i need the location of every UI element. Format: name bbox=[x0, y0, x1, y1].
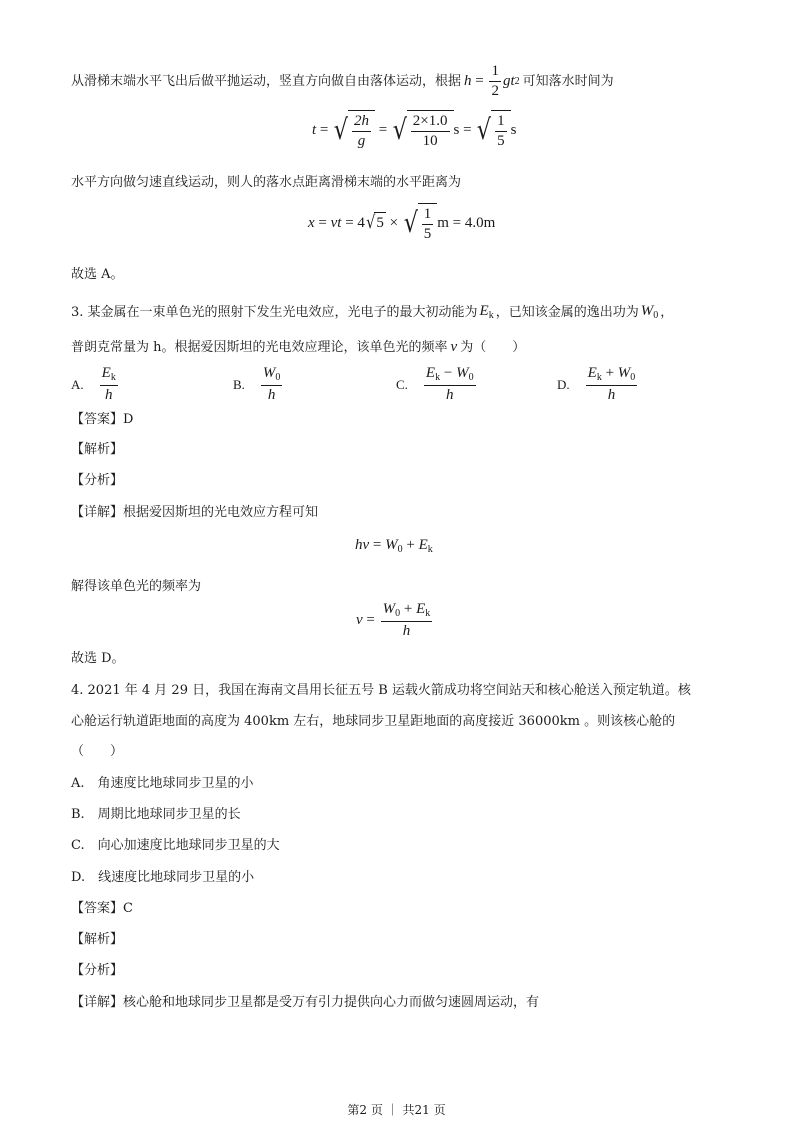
text-1-post: 可知落水时间为 bbox=[522, 74, 614, 89]
page-footer: 第2 页 ｜ 共21 页 bbox=[347, 1103, 446, 1117]
formula-photoelectric: $h\nu = W_0 + E_k$ bbox=[355, 537, 433, 555]
choice-4a: A. 角速度比地球同步卫星的小 bbox=[71, 776, 254, 791]
formula-nu: ν = $\frac{W_0 + E_k}{h}$ bbox=[356, 601, 431, 639]
answer-3: 【答案】D bbox=[71, 412, 134, 427]
choice-3a: A. $\frac{E_k}{h}$ bbox=[71, 365, 116, 403]
question-3-line-1: 3. 某金属在一束单色光的照射下发生光电效应，光电子的最大初动能为 $E_k$ ，已知该金属的逸出功为 $W_0$ ， bbox=[71, 303, 674, 321]
choice-4c: C. 向心加速度比地球同步卫星的大 bbox=[71, 838, 280, 853]
symbol-ek: $E_k$ bbox=[479, 303, 494, 321]
question-3-line-2: 普朗克常量为 h。根据爱因斯坦的光电效应理论，该单色光的频率 ν 为（ ） bbox=[71, 339, 526, 355]
fenxi-3: 【分析】 bbox=[71, 473, 124, 488]
analysis-3: 【解析】 bbox=[71, 442, 124, 457]
answer-4: 【答案】C bbox=[71, 901, 133, 916]
fenxi-4: 【分析】 bbox=[71, 963, 124, 978]
text-line-3: 水平方向做匀速直线运动，则人的落水点距离滑梯末端的水平距离为 bbox=[71, 175, 462, 190]
choice-3d: D. $\frac{E_k + W_0}{h}$ bbox=[557, 365, 636, 403]
text-line-5: 故选 A。 bbox=[71, 267, 124, 282]
choice-3c: C. $\frac{E_k - W_0}{h}$ bbox=[396, 365, 474, 403]
choice-4d: D. 线速度比地球同步卫星的小 bbox=[71, 870, 255, 885]
detail-4: 【详解】核心舱和地球同步卫星都是受万有引力提供向心力而做匀速圆周运动，有 bbox=[71, 995, 540, 1010]
symbol-nu: ν bbox=[450, 339, 458, 355]
detail-3: 【详解】根据爱因斯坦的光电效应方程可知 bbox=[71, 505, 319, 520]
formula-h-half-gt2: h = $\frac{1}{2}$ gt 2 bbox=[464, 63, 520, 99]
text-1-pre: 从滑梯末端水平飞出后做平抛运动，竖直方向做自由落体运动，根据 bbox=[71, 74, 462, 89]
formula-x: x = vt = 4 √ 5 × √ $\frac{1}{5}$ m = 4.0m bbox=[308, 203, 495, 243]
question-4-line-2: 心舱运行轨道距地面的高度为 400km 左右，地球同步卫星距地面的高度接近 36000km 。则该核心舱的 bbox=[71, 714, 676, 729]
symbol-w0: $W_0$ bbox=[640, 303, 659, 321]
analysis-4: 【解析】 bbox=[71, 932, 124, 947]
formula-t: t = √ $\frac{2h}{g}$ = √ $\frac{2\times 1.0}{10}$ s = √ $\frac{1}{5}$ s bbox=[312, 110, 517, 150]
solve-3: 解得该单色光的频率为 bbox=[71, 579, 202, 594]
choice-3b: B. $\frac{W_0}{h}$ bbox=[233, 365, 281, 403]
question-4-line-3: （ ） bbox=[71, 744, 124, 759]
text-line-1 bbox=[71, 64, 614, 99]
select-3: 故选 D。 bbox=[71, 651, 125, 666]
question-4-line-1: 4. 2021 年 4 月 29 日，我国在海南文昌用长征五号 B 运载火箭成功将空间站天和核心舱送入预定轨道。核 bbox=[71, 683, 691, 698]
choice-4b: B. 周期比地球同步卫星的长 bbox=[71, 807, 241, 822]
